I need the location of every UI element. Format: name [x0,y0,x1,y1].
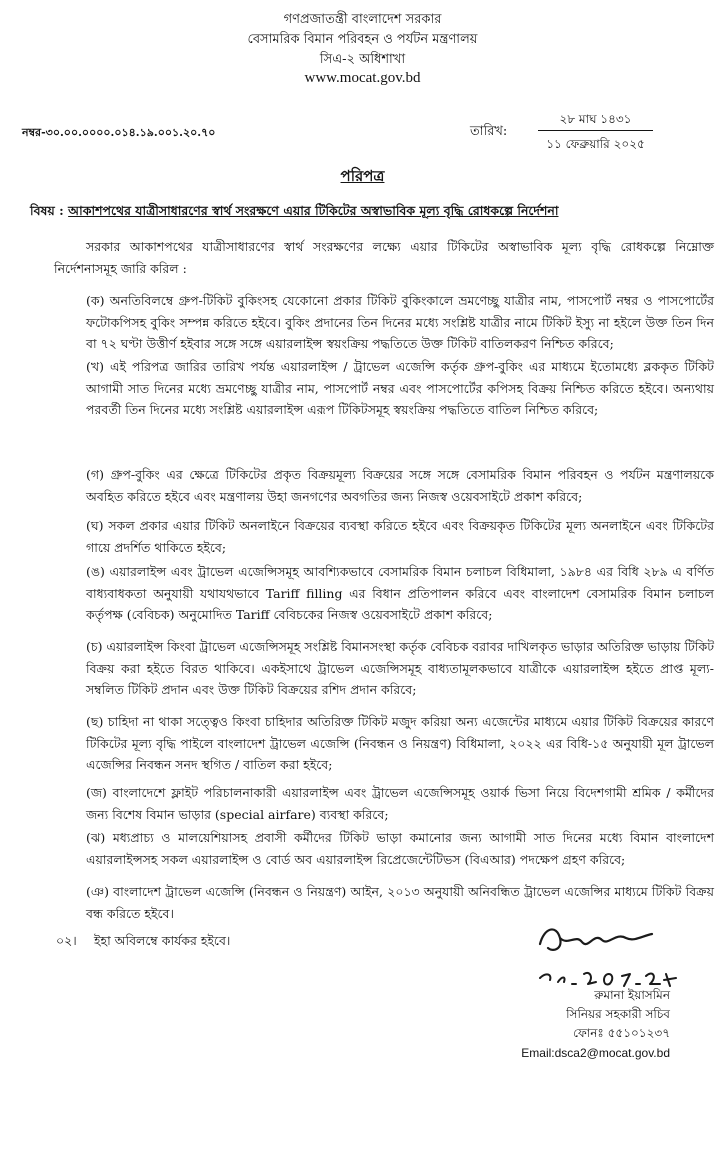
directive-label: (জ) [86,785,107,800]
directive-item [86,782,714,825]
document-title-text: পরিপত্র [340,167,385,185]
directive-text: এয়ারলাইন্স এবং ট্রাভেল এজেন্সিসমূহ আবশ্যিকভাবে বেসামরিক বিমান চলাচল বিধিমালা, ১৯৮৪ এর বিধি ২৮৯ এ বর্ণিত বাধ্যবাধকতা অনুযায়ী যথাযথভাবে Tariff filling এর বিধান প্রতিপালন করিবে এবং বাংলাদেশ বেসামরিক বিমান চলাচল কর্তৃপক্ষ (বেবিচক) অনুমোদিত Tariff বেবিচকের নিজস্ব ওয়েবসাইটে প্রকাশ করিবে; [86,564,714,622]
directive-label: (ঙ) [86,564,105,579]
directive-item [86,827,714,870]
directive-label: (চ) [86,639,103,654]
directive-text: চাহিদা না থাকা সত্ত্বেও কিংবা চাহিদার অতিরিক্ত টিকিট মজুদ করিয়া অন্য এজেন্টের মাধ্যমে এয়ার টিকিট বিক্রয়ের কারণে টিকিটের মূল্য বৃদ্ধি পাইলে বাংলাদেশ ট্রাভেল এজেন্সি (নিবন্ধন ও নিয়ন্ত্রণ) বিধিমালা, ২০২২ এর বিধি-১৫ অনুযায়ী মূল ট্রাভেল এজেন্সির নিবন্ধন সনদ স্থগিত / বাতিল করা হইবে; [86,714,714,772]
closing-number: ০২। [56,933,77,948]
directive-label: (ঘ) [86,518,104,533]
directive-text: অনতিবিলম্বে গ্রুপ-টিকিট বুকিংসহ যেকোনো প্রকার টিকিট বুকিংকালে ভ্রমণেচ্ছু যাত্রীর নাম, পাসপোর্ট নম্বর ও পাসপোর্টের ফটোকপিসহ বুকিং সম্পন্ন করিতে হইবে। বুকিং প্রদানের তিন দিনের মধ্যে সংশ্লিষ্ট যাত্রীর নামে টিকিট ইস্যু না হইলে উক্ত তিন দিন বা ৭২ ঘণ্টা উত্তীর্ণ হইবার সঙ্গে সঙ্গে এয়ারলাইন্স স্বয়ংক্রিয় পদ্ধতিতে উক্ত টিকিট বাতিলকরণ নিশ্চিত করিবে; [86,293,714,351]
directive-label: (খ) [86,359,104,374]
signatory-phone: ফোনঃ ৫৫১০১২৩৭ [573,1026,670,1040]
government-name: গণপ্রজাতন্ত্রী বাংলাদেশ সরকার [283,12,442,27]
directive-text: বাংলাদেশ ট্রাভেল এজেন্সি (নিবন্ধন ও নিয়ন্ত্রণ) আইন, ২০১৩ অনুযায়ী অনিবন্ধিত ট্রাভেল এজেন্সির মাধ্যমে টিকিট বিক্রয় বন্ধ করিতে হইবে। [86,884,714,921]
subject-line [30,203,710,223]
closing-text: ইহা অবিলম্বে কার্যকর হইবে। [94,933,231,948]
directive-label: (ছ) [86,714,104,729]
signatory-name: রুমানা ইয়াসমিন [594,988,670,1002]
branch-name: সিএ-২ অধিশাখা [319,52,406,67]
directive-item [86,515,714,558]
directive-text: গ্রুপ-বুকিং এর ক্ষেত্রে টিকিটের প্রকৃত বিক্রয়মূল্য বিক্রয়ের সঙ্গে সঙ্গে বেসামরিক বিমান পরিবহন ও পর্যটন মন্ত্রণালয়কে অবহিত করিতে হইবে এবং মন্ত্রণালয় উহা জনগণের অবগতির জন্য নিজস্ব ওয়েবসাইটে প্রকাশ করিবে; [86,467,714,504]
subject-text: আকাশপথের যাত্রীসাধারণের স্বার্থ সংরক্ষণে এয়ার টিকিটের অস্বাভাবিক মূল্য বৃদ্ধি রোধকল্পে নির্দেশনা [68,203,559,218]
date-bengali-calendar: ২৮ মাঘ ১৪৩১ [559,112,632,126]
directive-item [86,464,714,507]
directive-item [86,636,714,701]
signatory-designation: সিনিয়র সহকারী সচিব [566,1007,670,1021]
date-gregorian: ১১ ফেব্রুয়ারি ২০২৫ [546,137,645,151]
directive-text: মধ্যপ্রাচ্য ও মালয়েশিয়াসহ প্রবাসী কর্মীদের টিকিট ভাড়া কমানোর জন্য আগামী সাত দিনের মধ্যে বিমান বাংলাদেশ এয়ারলাইন্সসহ সকল এয়ারলাইন্স ও বোর্ড অব এয়ারলাইন্স রিপ্রেজেন্টেটিভস (বিএআর) পদক্ষেপ গ্রহণ করিবে; [86,830,714,867]
directive-text: এই পরিপত্র জারির তারিখ পর্যন্ত এয়ারলাইন্স / ট্রাভেল এজেন্সি কর্তৃক গ্রুপ-বুকিং এর মাধ্যমে ইতোমধ্যে ব্লককৃত টিকিট আগামী সাত দিনের মধ্যে ভ্রমণেচ্ছু যাত্রীর নাম, পাসপোর্ট নম্বর এবং পাসপোর্টের কপিসহ বিক্রয় নিশ্চিত করিতে হইবে। অন্যথায় পরবর্তী তিন দিনের মধ্যে সংশ্লিষ্ট এয়ারলাইন্স এরূপ টিকিটসমূহ স্বয়ংক্রিয় পদ্ধতিতে বাতিল নিশ্চিত করিবে; [86,359,714,417]
directive-item [86,561,714,626]
directive-text: সকল প্রকার এয়ার টিকিট অনলাইনে বিক্রয়ের ব্যবস্থা করিতে হইবে এবং বিক্রয়কৃত টিকিটের মূল্য অনলাইনে এবং টিকিটের গায়ে প্রদর্শিত থাকিতে হইবে; [86,518,714,555]
directive-label: (গ) [86,467,104,482]
memo-number: নম্বর-৩০.০০.০০০০.০১৪.১৯.০০১.২০.৭০ [22,126,216,139]
directive-label: (ঝ) [86,830,106,845]
document-title [0,165,725,190]
date-label: তারিখ: [470,124,508,139]
ministry-website: www.mocat.gov.bd [304,70,421,86]
directive-item [86,711,714,776]
directive-item [86,356,714,421]
intro-paragraph: সরকার আকাশপথের যাত্রীসাধারণের স্বার্থ সংরক্ষণের লক্ষ্যে এয়ার টিকিটের অস্বাভাবিক মূল্য বৃদ্ধি রোধকল্পে নিম্নোক্ত নির্দেশনাসমূহ জারি করিল : [54,239,714,276]
directive-text: এয়ারলাইন্স কিংবা ট্রাভেল এজেন্সিসমূহ সংশ্লিষ্ট বিমানসংস্থা কর্তৃক বেবিচক বরাবর দাখিলকৃত ভাড়ার অতিরিক্ত ভাড়ায় টিকিট বিক্রয় করা হইতে বিরত থাকিবে। একইসাথে ট্রাভেল এজেন্সিসমূহ বাধ্যতামূলকভাবে যাত্রীকে এয়ারলাইন্স হইতে প্রাপ্ত মূল্য-সম্বলিত টিকিট প্রদান এবং উক্ত টিকিট বিক্রয়ের রশিদ প্রদান করিবে; [86,639,715,697]
directive-label: (ক) [86,293,105,308]
directive-text: বাংলাদেশে ফ্লাইট পরিচালনাকারী এয়ারলাইন্স এবং ট্রাভেল এজেন্সিসমূহ ওয়ার্ক ভিসা নিয়ে বিদেশগামী শ্রমিক / কর্মীদের জন্য বিশেষ বিমান ভাড়ার (special airfare) ব্যবস্থা করিবে; [86,785,714,822]
ministry-name: বেসামরিক বিমান পরিবহন ও পর্যটন মন্ত্রণালয় [247,32,478,47]
signatory-email: Email:dsca2@mocat.gov.bd [521,1046,670,1060]
date-divider [538,130,653,131]
directive-item [86,290,714,355]
directive-label: (ঞ) [86,884,109,899]
subject-label: বিষয় : [30,203,64,218]
